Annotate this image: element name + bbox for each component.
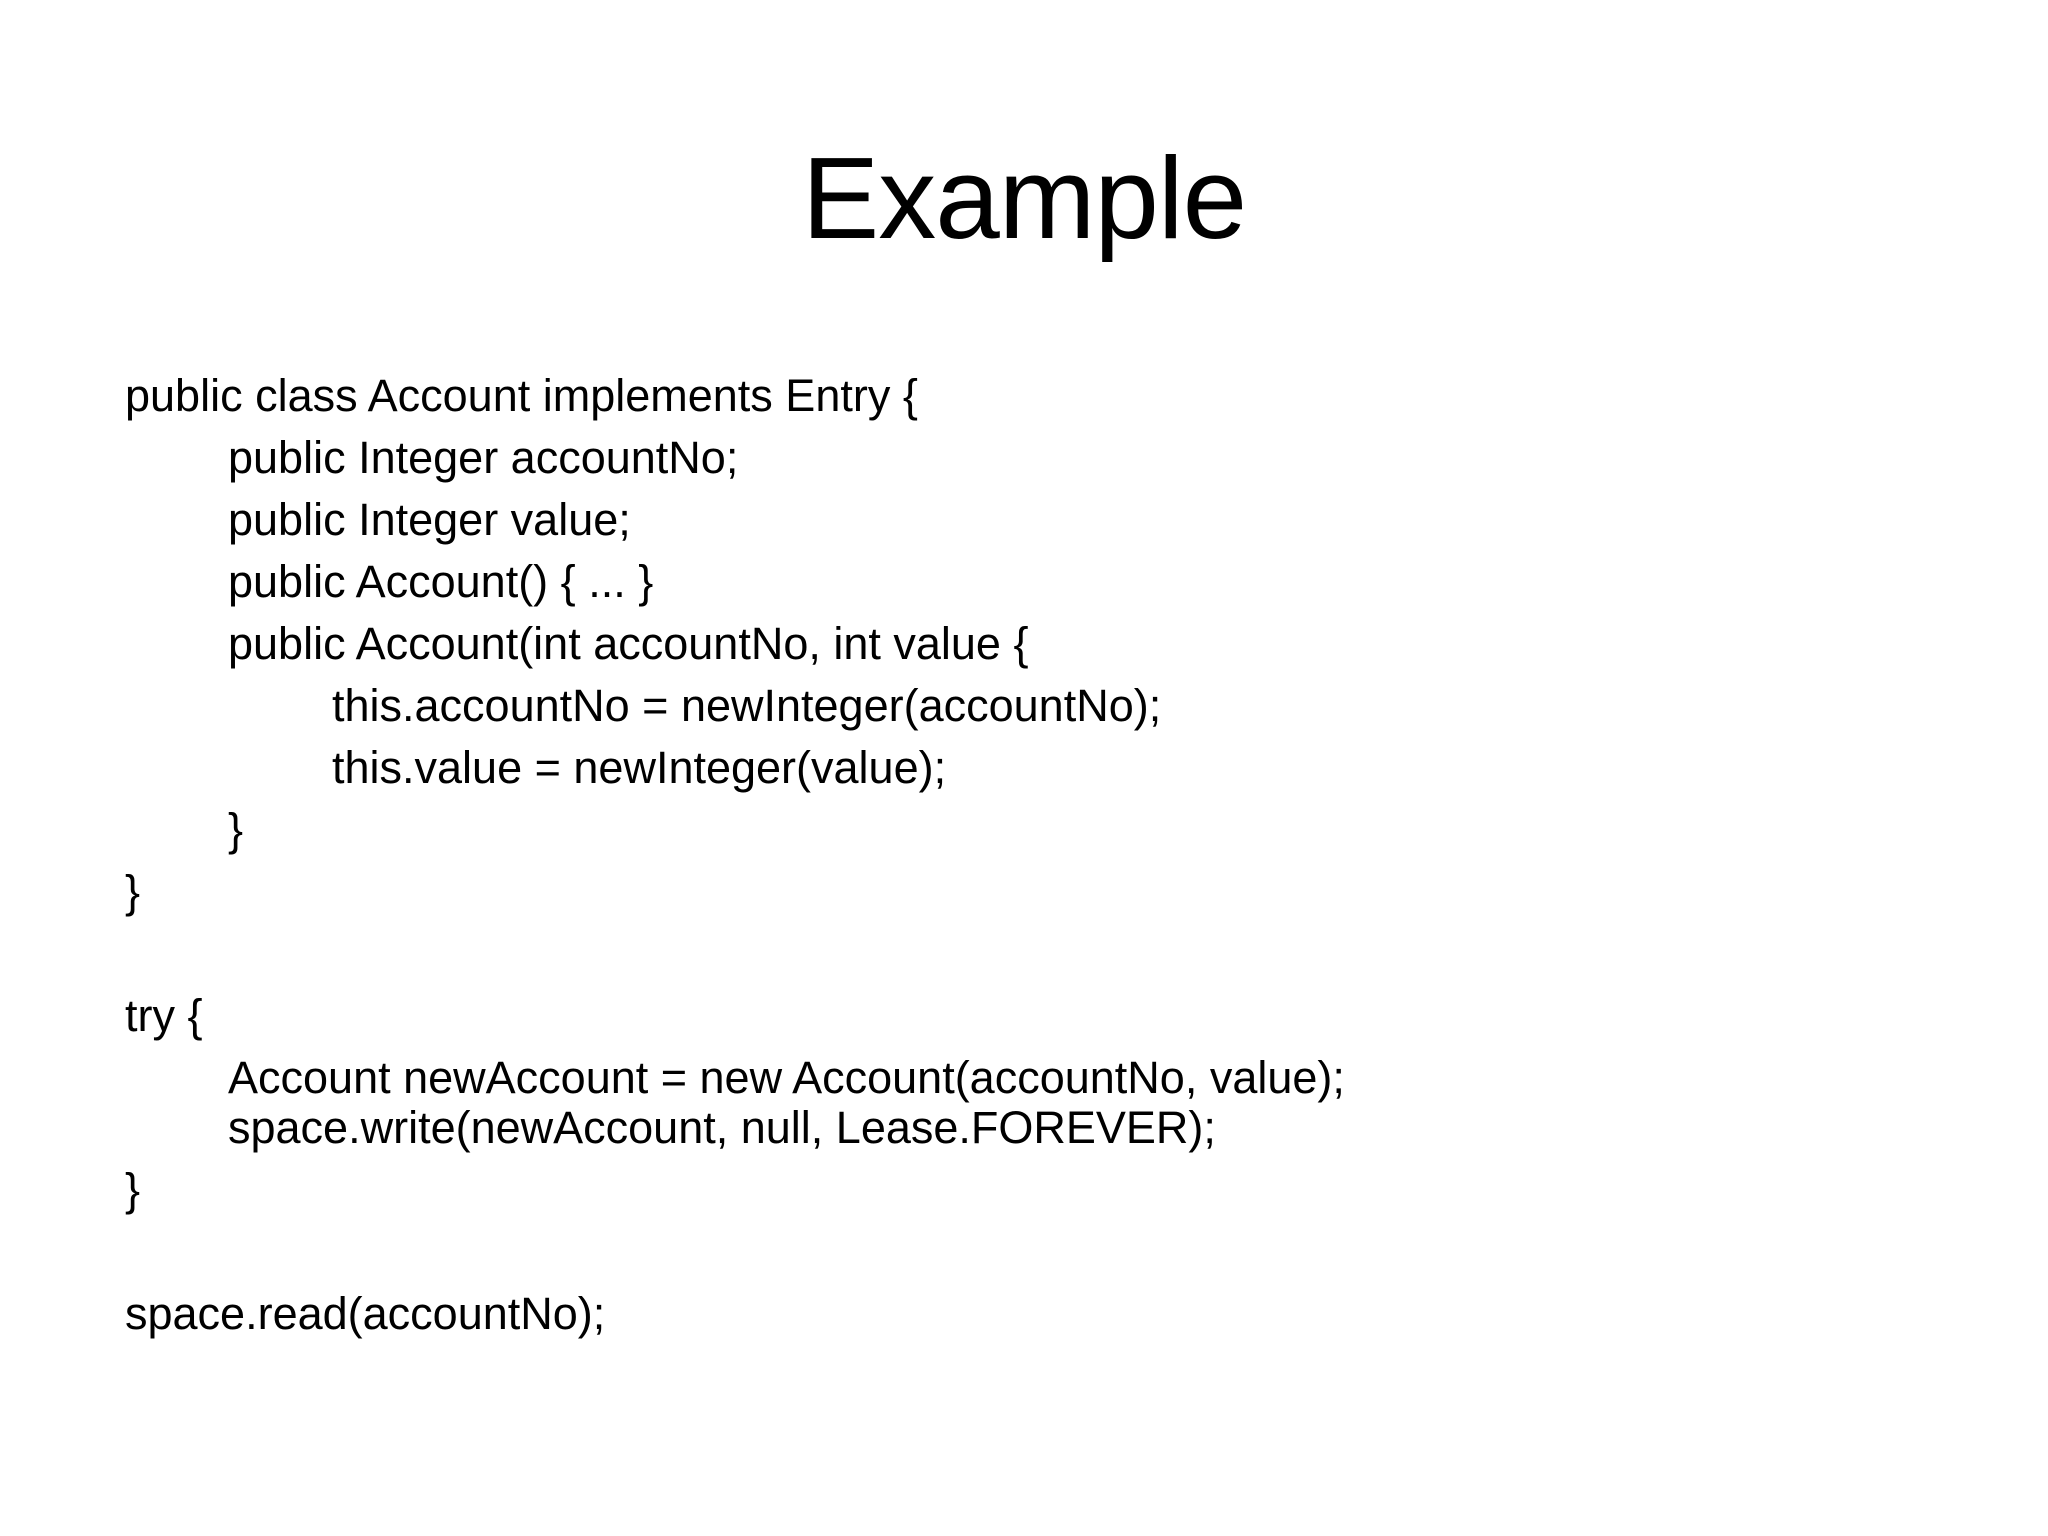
code-line: public Integer accountNo; [228,432,739,483]
code-line: } [125,1164,141,1215]
code-line: this.value = newInteger(value); [332,742,947,793]
code-line: public Account() { ... } [228,556,654,607]
code-line: try { [125,990,203,1041]
code-line: space.write(newAccount, null, Lease.FOREVER); [228,1102,1216,1153]
code-line: this.accountNo = newInteger(accountNo); [332,680,1162,731]
code-line: public class Account implements Entry { [125,370,918,421]
code-line: Account newAccount = new Account(accountNo, value); [228,1052,1345,1103]
slide-title: Example [801,133,1247,263]
code-line: space.read(accountNo); [125,1288,606,1339]
code-block [125,0,1975,1536]
code-line: } [228,804,244,855]
code-line: } [125,866,141,917]
code-line: public Account(int accountNo, int value { [228,618,1029,669]
code-line: public Integer value; [228,494,631,545]
